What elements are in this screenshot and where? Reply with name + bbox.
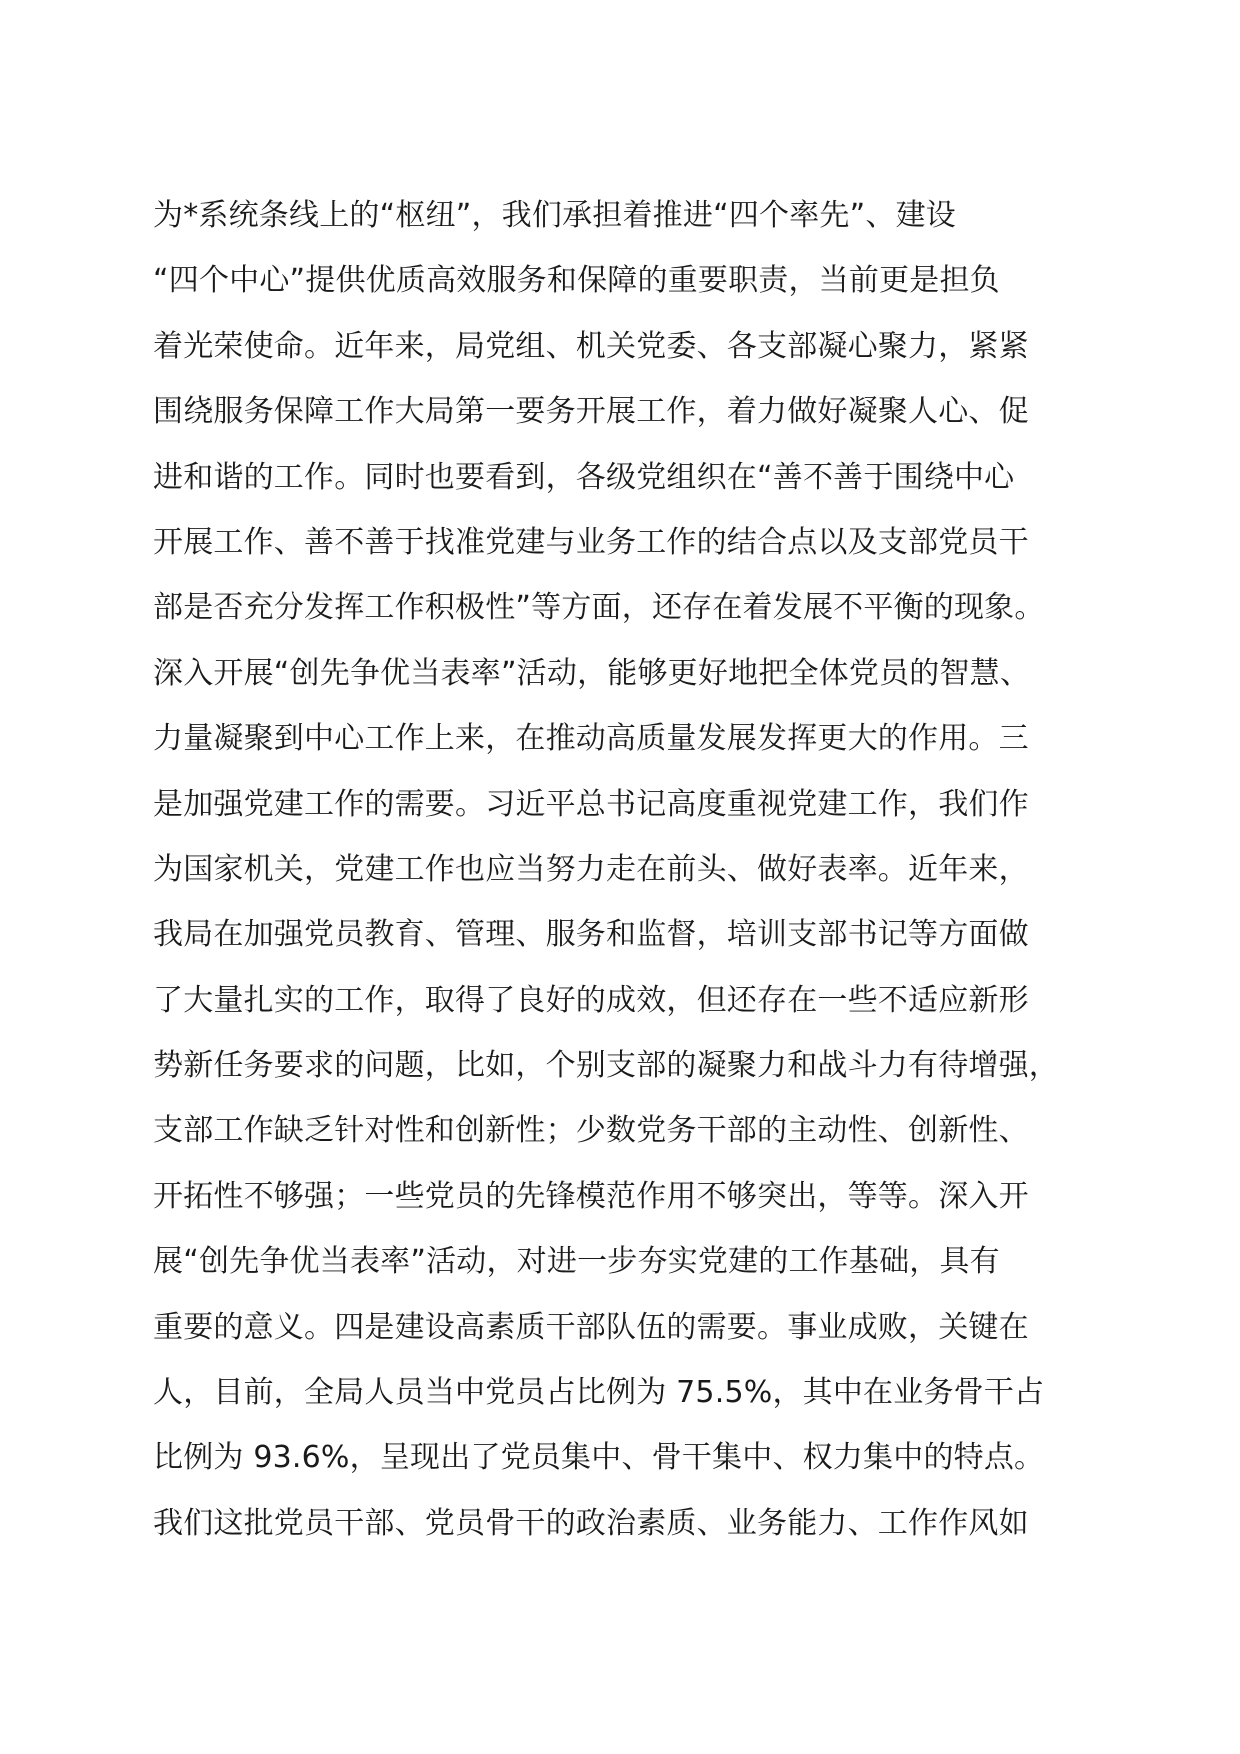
text-line: “四个中心”提供优质高效服务和保障的重要职责，当前更是担负 xyxy=(153,263,1000,299)
text-line: 我们这批党员干部、党员骨干的政治素质、业务能力、工作作风如 xyxy=(153,1505,1029,1541)
text-line: 是加强党建工作的需要。习近平总书记高度重视党建工作，我们作 xyxy=(153,786,1029,822)
body-text xyxy=(153,183,1093,1556)
text-line: 部是否充分发挥工作积极性”等方面，还存在着发展不平衡的现象。 xyxy=(153,590,1045,626)
text-line: 进和谐的工作。同时也要看到，各级党组织在“善不善于围绕中心 xyxy=(153,459,1015,495)
text-line: 支部工作缺乏针对性和创新性；少数党务干部的主动性、创新性、 xyxy=(153,1113,1029,1149)
text-line: 人，目前，全局人员当中党员占比例为 75.5%，其中在业务骨干占 xyxy=(153,1375,1045,1411)
text-line: 围绕服务保障工作大局第一要务开展工作，着力做好凝聚人心、促 xyxy=(153,394,1029,430)
text-line: 我局在加强党员教育、管理、服务和监督，培训支部书记等方面做 xyxy=(153,917,1029,953)
text-line: 力量凝聚到中心工作上来，在推动高质量发展发挥更大的作用。三 xyxy=(153,721,1029,757)
text-line: 着光荣使命。近年来，局党组、机关党委、各支部凝心聚力，紧紧 xyxy=(153,328,1029,364)
text-line: 重要的意义。四是建设高素质干部队伍的需要。事业成败，关键在 xyxy=(153,1309,1029,1345)
text-line: 展“创先争优当表率”活动，对进一步夯实党建的工作基础，具有 xyxy=(153,1244,1000,1280)
text-line: 比例为 93.6%，呈现出了党员集中、骨干集中、权力集中的特点。 xyxy=(153,1440,1045,1476)
text-line: 为*系统条线上的“枢纽”，我们承担着推进“四个率先”、建设 xyxy=(153,198,956,233)
text-line: 势新任务要求的问题，比如，个别支部的凝聚力和战斗力有待增强， xyxy=(153,1048,1059,1084)
text-line: 开展工作、善不善于找准党建与业务工作的结合点以及支部党员干 xyxy=(153,524,1029,560)
text-line: 为国家机关，党建工作也应当努力走在前头、做好表率。近年来， xyxy=(153,851,1029,887)
text-line: 了大量扎实的工作，取得了良好的成效，但还存在一些不适应新形 xyxy=(153,982,1029,1018)
text-line: 开拓性不够强；一些党员的先锋模范作用不够突出，等等。深入开 xyxy=(153,1178,1029,1214)
text-line: 深入开展“创先争优当表率”活动，能够更好地把全体党员的智慧、 xyxy=(153,655,1031,691)
